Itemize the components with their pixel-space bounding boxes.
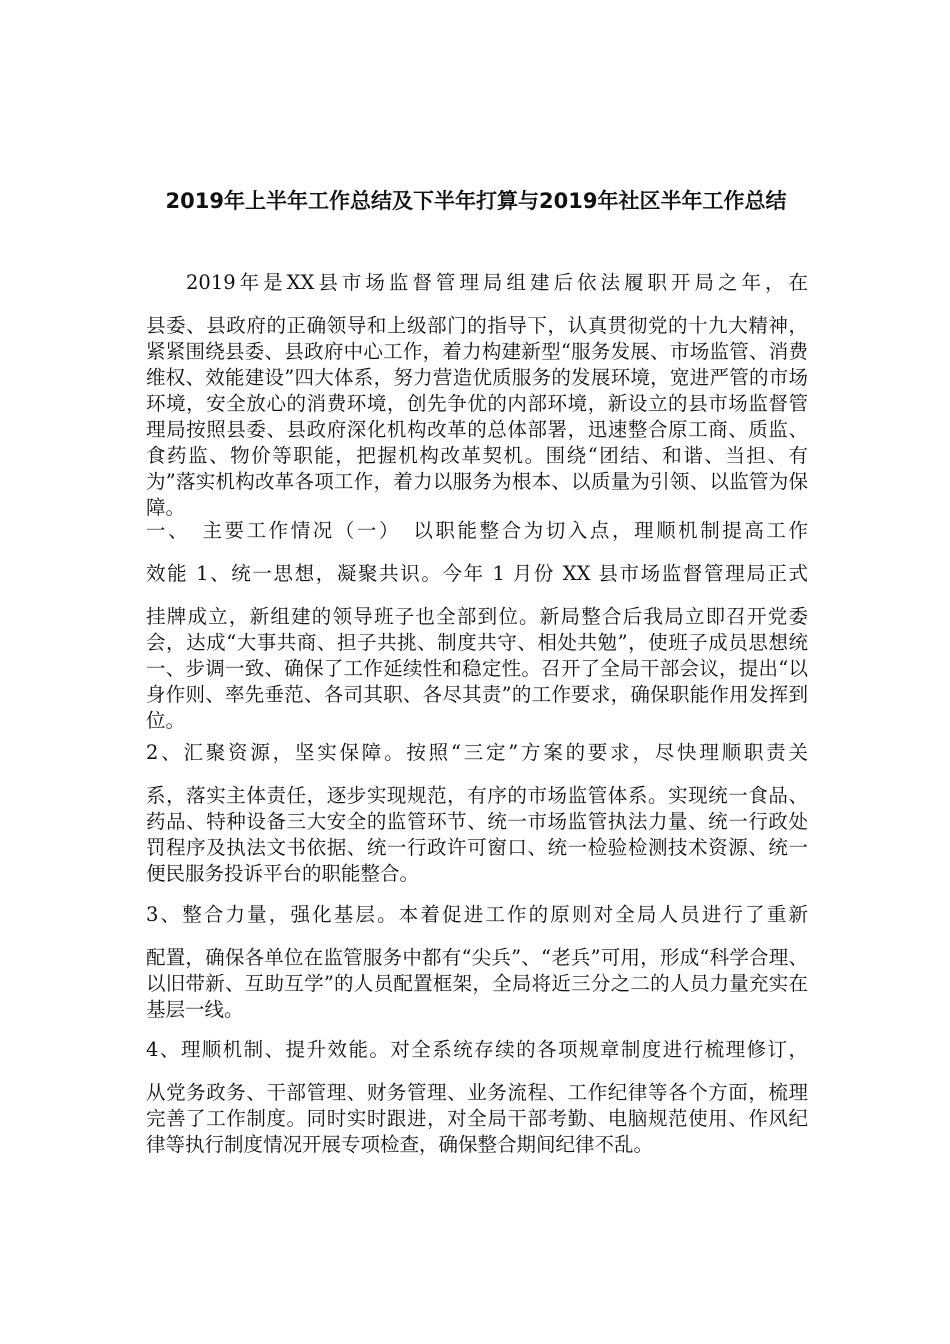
paragraph-body: 配置，确保各单位在监管服务中都有“尖兵”、“老兵”可用，形成“科学合理、以旧带新、互助互学”的人员配置框架，全局将近三分之二的人员力量充实在基层一线。 xyxy=(146,946,808,1021)
paragraph-body: 系，落实主体责任，逐步实现规范，有序的市场监管体系。实现统一食品、药品、特种设备三大安全的监管环节、统一市场监管执法力量、统一行政处罚程序及执法文书依据、统一行政许可窗口、统一检验检测技术资源、统一便民服务投诉平台的职能整合。 xyxy=(146,784,808,885)
paragraph-body: 挂牌成立，新组建的领导班子也全部到位。新局整合后我局立即召开党委会，达成“大事共商、担子共挑、制度共守、相处共勉”，使班子成员思想统一、步调一致、确保了工作延续性和稳定性。召开了全局干部会议，提出“以身作则、率先垂范、各司其职、各尽其责”的工作要求，确保职能作用发挥到位。 xyxy=(146,605,808,732)
paragraph-item-3 xyxy=(146,902,808,1023)
paragraph-body: 从党务政务、干部管理、财务管理、业务流程、工作纪律等各个方面，梳理完善了工作制度。同时实时跟进，对全局干部考勤、电脑规范使用、作风纪律等执行制度情况开展专项检查，确保整合期间纪律不乱。 xyxy=(146,1081,808,1156)
paragraph-item-2 xyxy=(146,740,808,887)
paragraph-lead: 3、整合力量，强化基层。本着促进工作的原则对全局人员进行了重新 xyxy=(146,903,808,926)
paragraph-intro xyxy=(146,270,808,521)
paragraph-item-4 xyxy=(146,1037,808,1158)
paragraph-body: 县委、县政府的正确领导和上级部门的指导下，认真贯彻党的十九大精神，紧紧围绕县委、县政府中心工作，着力构建新型“服务发展、市场监管、消费维权、效能建设”四大体系，努力营造优质服务的发展环境，宽进严管的市场环境，安全放心的消费环境，创先争优的内部环境，新设立的县市场监督管理局按照县委、县政府深化机构改革的总体部署，迅速整合原工商、质监、食药监、物价等职能，把握机构改革契机。围绕“团结、和谐、当担、有为”落实机构改革各项工作，着力以服务为根本、以质量为引领、以监管为保障。 xyxy=(146,314,808,519)
paragraph-lead: 2019年是XX县市场监督管理局组建后依法履职开局之年，在 xyxy=(186,271,808,294)
paragraph-lead-second: 效能 1、统一思想，凝聚共识。今年 1 月份 XX 县市场监督管理局正式 xyxy=(146,562,808,585)
paragraph-lead: 一、 主要工作情况（一） 以职能整合为切入点，理顺机制提高工作 xyxy=(146,519,808,542)
document-title: 2019年上半年工作总结及下半年打算与2019年社区半年工作总结 xyxy=(165,189,787,213)
paragraph-lead: 2、汇聚资源，坚实保障。按照“三定”方案的要求，尽快理顺职责关 xyxy=(146,741,808,764)
paragraph-section-one xyxy=(146,518,808,734)
paragraph-lead: 4、理顺机制、提升效能。对全系统存续的各项规章制度进行梳理修订， xyxy=(146,1038,808,1061)
